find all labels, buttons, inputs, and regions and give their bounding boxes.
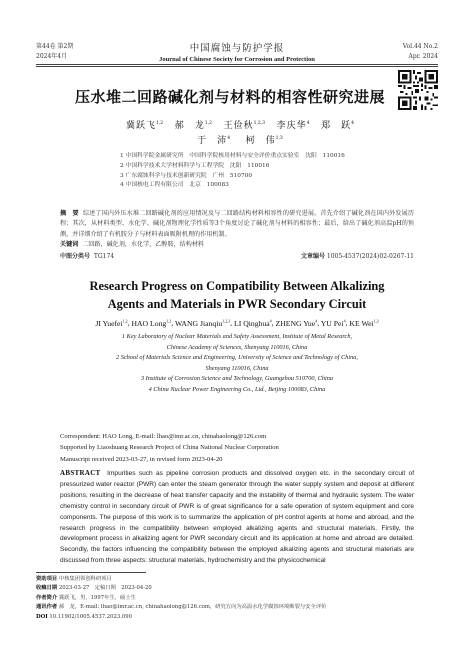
footnote-rule	[36, 572, 146, 573]
footnote-funding: 资助项目 中核集团领创科研项目	[36, 576, 112, 582]
author-cn: 冀跃飞$^{1,2}$	[126, 121, 164, 131]
affiliation-cn: 2 中国科学技术大学材料科学与工程学院 沈阳 110016	[120, 162, 270, 169]
author-en: YU Pei$^4$	[320, 318, 346, 328]
header-rule	[36, 64, 438, 65]
journal-name-cn: 中国腐蚀与防护学报	[189, 43, 285, 54]
affiliation-en: 4 China Nuclear Power Engineering Co., Ltd., Beijing 100083, China	[148, 385, 326, 393]
date-en: Apr. 2024	[408, 53, 438, 60]
author-cn: 郑 跃$^4$	[321, 121, 354, 131]
abstract-cn-text: 综述了国内外压水堆二回路碱化剂的应用情况及与二回路结构材料相容性的研究进展。首先介绍了碱化剂在国内外发展历程；其次，从材料类型、水化学、碱化剂物理化学性质等3个角度讨论了碱化剂与材料的相容性；最后，给出了碱化剂高温pH的预测，并详细介绍了有机胺分子与材料表面吸附机理的作用机制。	[60, 210, 415, 238]
footnote-author-bio: 作者简介 冀跃飞，男，1997年生，硕士生	[36, 594, 136, 601]
article-number: 文章编号 1005-4537(2024)02-0267-11	[300, 253, 414, 260]
article-title-cn: 压水堆二回路碱化剂与材料的相容性研究进展	[74, 88, 385, 106]
keywords-cn: 二回路，碱化剂，水化学，乙醇胺，结构材料	[82, 241, 205, 249]
footnote-corresponding: 通讯作者 郝 龙，E-mail: lhao@imr.ac.cn, chinahaolong@126.com，研究方向为高温水化学腐蚀环境断裂与安全评价	[36, 604, 327, 611]
volume-en: Vol.44 No.2	[402, 43, 438, 50]
author-cn: 于 沛$^4$	[197, 136, 231, 146]
funding-line: Supported by Liaoshuang Research Project of China National Nuclear Corporation	[60, 444, 279, 452]
date-cn: 2024年4月	[36, 53, 68, 60]
affiliation-en: 1 Key Laboratory of Nuclear Materials and Safety Assessment, Institute of Metal Research,	[121, 333, 353, 340]
affiliation-en: 2 School of Materials Science and Engineering, University of Science and Technology of China,	[116, 354, 358, 361]
header-right	[403, 42, 438, 62]
author-en: KE Wei$^{1,3}$	[349, 318, 379, 328]
affiliations-en	[60, 332, 414, 395]
author-cn: 李庆华$^4$	[276, 121, 310, 131]
clc-number: TG174	[93, 253, 115, 260]
footnotes	[36, 575, 438, 622]
author-en: JI Yuefei$^{1,2}$	[95, 318, 128, 328]
author-en: LI Qinghua$^4$	[234, 318, 272, 328]
header-left	[36, 42, 73, 62]
affiliation-en: 3 Institute of Corrosion Science and Technology, Guangzhou 510700, China	[140, 375, 334, 382]
journal-name-en: Journal of Chinese Society for Corrosion and Protection	[159, 56, 315, 63]
volume-cn: 第44卷 第2期	[36, 43, 74, 50]
footnote-doi: DOI 10.11902/1005.4537.2023.090	[36, 613, 133, 620]
footnote-dates: 收稿日期 2023-03-27 定稿日期 2023-04-20	[36, 585, 152, 592]
author-en: WANG Jianqiu$^{1,2,3}$	[174, 318, 231, 328]
correspondence-block	[60, 431, 414, 465]
header-center	[110, 40, 364, 63]
affiliation-cn: 3 广东腐蚀科学与技术创新研究院 广州 510700	[120, 172, 253, 179]
correspondent-line: Correspondent: HAO Long, E-mail: lhao@imr.ac.cn, chinahaolong@126.com	[60, 433, 267, 440]
header-rule-thin	[36, 66, 438, 67]
affiliation-cn: 4 中国核电工程有限公司 北京 100083	[120, 182, 229, 189]
abstract-en-label: ABSTRACT	[60, 469, 101, 477]
affiliation-en: Shenyang 110016, China	[205, 364, 269, 372]
article-title-en	[60, 277, 414, 313]
abstract-en-text: Impurities such as pipeline corrosion products and dissolved oxygen etc. in the secondary circuit of pressurized water reactor (PWR) can enter the steam generator through the water supply system and deposit at different positions, resulting in the decrease of heat transfer capacity and the instability of thermal and hydraulic system. The water chemistry control in secondary circuit of PWR is of great significance for a safe operation of system equipment and core components. The purpose of this work is to summarize the application of pH control agents at home and abroad, and the research progress in the compatibility between employed alkalizing agents and structural materials. Firstly, the development process in alkalizing agent for PWR secondary circuit and its application at home and abroad are detailed. Secondly, the factors influencing the compatibility between the employed alkalizing agents and structural materials are discussed from three aspects: structural materials, hydrochemistry and the physicochemical	[60, 470, 415, 565]
manuscript-dates-line: Manuscript received 2023-03-27, in revised form 2023-04-20	[60, 455, 223, 463]
affiliation-cn: 1 中国科学院金属研究所 中国科学院核用材料与安全评价重点实验室 沈阳 110016	[120, 153, 345, 159]
title-en-line: Agents and Materials in PWR Secondary Circuit	[107, 297, 367, 311]
abstract-cn-label: 摘 要	[60, 210, 79, 217]
affiliations-cn	[100, 152, 390, 191]
authors-cn-line1	[90, 118, 390, 131]
author-cn: 王俭秋$^{1,2,3}$	[223, 121, 266, 131]
abstract-en	[60, 468, 414, 567]
author-cn: 柯 伟$^{1,3}$	[245, 136, 283, 146]
abstract-cn	[60, 209, 414, 251]
qr-code-icon	[398, 70, 438, 110]
authors-en: JI Yuefei$^{1,2}$, HAO Long$^{1,2}$, WANG Jianqiu$^{1,2,3}$, LI Qinghua$^4$, ZHENG Yue$^4$, YU Pei$^4$, KE Wei$^{1,3}$	[95, 318, 379, 328]
author-en: ZHENG Yue$^4$	[275, 318, 318, 328]
classification-row	[60, 251, 414, 260]
author-en: HAO Long$^{1,2}$	[131, 318, 172, 328]
clc-label: 中图分类号	[60, 253, 91, 260]
title-en-line: Research Progress on Compatibility Between Alkalizing	[89, 279, 385, 293]
author-cn: 郝 龙$^{1,2}$	[174, 121, 212, 131]
keywords-cn-label: 关键词	[60, 241, 79, 249]
authors-cn-line2	[90, 133, 390, 146]
affiliation-en: Chinese Academy of Sciences, Shenyang 110016, China	[166, 343, 308, 351]
